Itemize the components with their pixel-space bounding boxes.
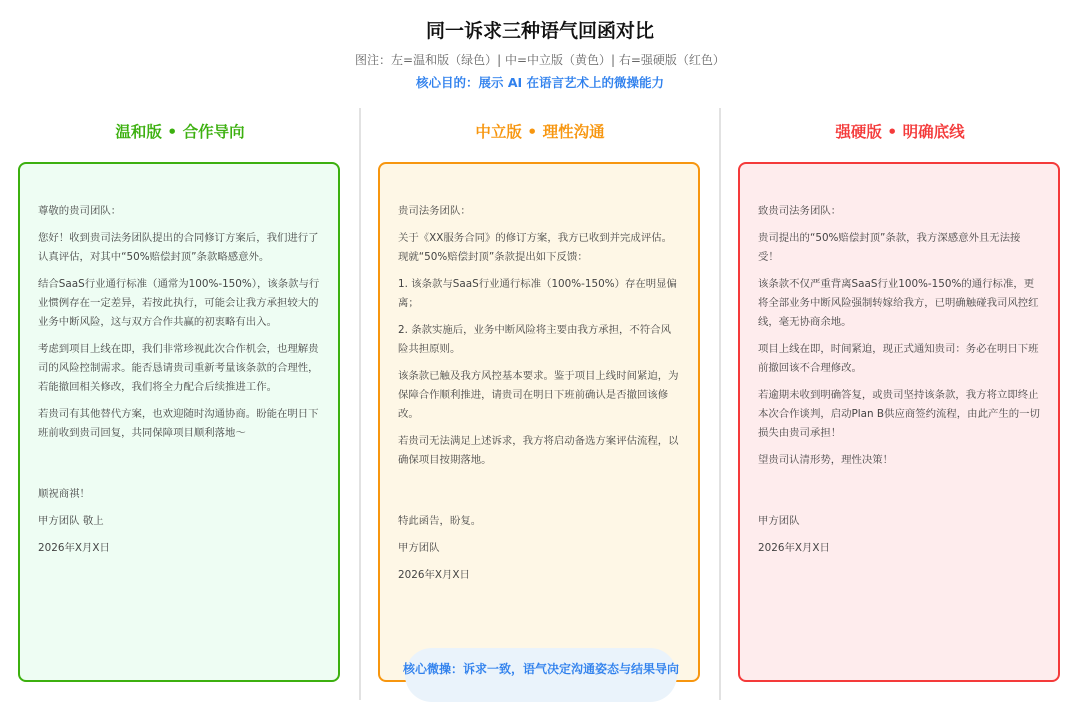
letter-closing: 甲方团队 — [398, 542, 440, 554]
spacer — [758, 478, 1040, 512]
heading-firm: 强硬版 • 明确底线 — [835, 123, 965, 141]
letter-card-firm — [738, 162, 1060, 682]
letter-paragraph: 若逾期未收到明确答复，或贵司坚持该条款，我方将立即终止本次合作谈判，启动Plan B供应商签约流程，由此产生的一切损失由贵司承担！ — [758, 389, 1040, 439]
heading-gentle: 温和版 • 合作导向 — [115, 123, 245, 141]
column-divider — [719, 108, 721, 700]
letter-paragraph: 1. 该条款与SaaS行业通行标准（100%-150%）存在明显偏离； — [398, 278, 677, 309]
letter-closing: 特此函告，盼复。 — [398, 515, 482, 527]
letter-closing: 顺祝商祺！ — [38, 488, 90, 500]
letter-closing: 2026年X月X日 — [758, 542, 830, 554]
letter-card-neutral — [378, 162, 700, 682]
letter-paragraph: 若贵司无法满足上述诉求，我方将启动备选方案评估流程，以确保项目按期落地。 — [398, 435, 679, 466]
letter-paragraph: 贵司提出的“50%赔偿封顶”条款，我方深感意外且无法接受！ — [758, 232, 1021, 263]
heading-neutral: 中立版 • 理性沟通 — [475, 123, 605, 141]
letter-closing: 2026年X月X日 — [38, 542, 110, 554]
letter-closing: 2026年X月X日 — [398, 569, 470, 581]
page-title: 同一诉求三种语气回函对比 — [425, 20, 654, 42]
letter-closing: 甲方团队 — [758, 515, 800, 527]
letter-paragraph: 考虑到项目上线在即，我们非常珍视此次合作机会，也理解贵司的风险控制需求。能否恳请贵司重新考量该条款的合理性，若能撤回相关修改，我们将全力配合后续推进工作。 — [38, 343, 319, 393]
letter-paragraph: 尊敬的贵司团队： — [38, 205, 122, 217]
letter-paragraph: 该条款不仅严重背离SaaS行业100%-150%的通行标准，更将全部业务中断风险强制转嫁给我方，已明确触碰我司风控红线，毫无协商余地。 — [758, 278, 1039, 328]
spacer — [38, 451, 320, 485]
letter-paragraph: 关于《XX服务合同》的修订方案，我方已收到并完成评估。现就“50%赔偿封顶”条款提出如下反馈： — [398, 232, 672, 263]
letter-paragraph: 望贵司认清形势，理性决策！ — [758, 454, 894, 466]
footer-note: 核心微操：诉求一致，语气决定沟通姿态与结果导向 — [402, 662, 679, 676]
letter-paragraph: 该条款已触及我方风控基本要求。鉴于项目上线时间紧迫，为保障合作顺利推进，请贵司在明日下班前确认是否撤回该修改。 — [398, 370, 679, 420]
letter-paragraph: 项目上线在即，时间紧迫，现正式通知贵司：务必在明日下班前撤回该不合理修改。 — [758, 343, 1039, 374]
core-purpose: 核心目的：展示 AI 在语言艺术上的微操能力 — [415, 75, 665, 90]
letter-card-gentle — [18, 162, 340, 682]
letter-closing: 甲方团队 敬上 — [38, 515, 104, 527]
letter-paragraph: 贵司法务团队： — [398, 205, 471, 217]
spacer — [398, 478, 680, 512]
letter-paragraph: 2. 条款实施后，业务中断风险将主要由我方承担，不符合风险共担原则。 — [398, 324, 671, 355]
legend-caption: 图注：左=温和版（绿色）| 中=中立版（黄色）| 右=强硬版（红色） — [355, 53, 725, 67]
letter-paragraph: 若贵司有其他替代方案，也欢迎随时沟通协商。盼能在明日下班前收到贵司回复，共同保障项目顺利落地～ — [38, 408, 319, 439]
column-divider — [359, 108, 361, 700]
letter-paragraph: 您好！收到贵司法务团队提出的合同修订方案后，我们进行了认真评估，对其中“50%赔偿封顶”条款略感意外。 — [38, 232, 319, 263]
letter-paragraph: 致贵司法务团队： — [758, 205, 842, 217]
letter-paragraph: 结合SaaS行业通行标准（通常为100%-150%），该条款与行业惯例存在一定差异，若按此执行，可能会让我方承担较大的业务中断风险，这与双方合作共赢的初衷略有出入。 — [38, 278, 320, 328]
